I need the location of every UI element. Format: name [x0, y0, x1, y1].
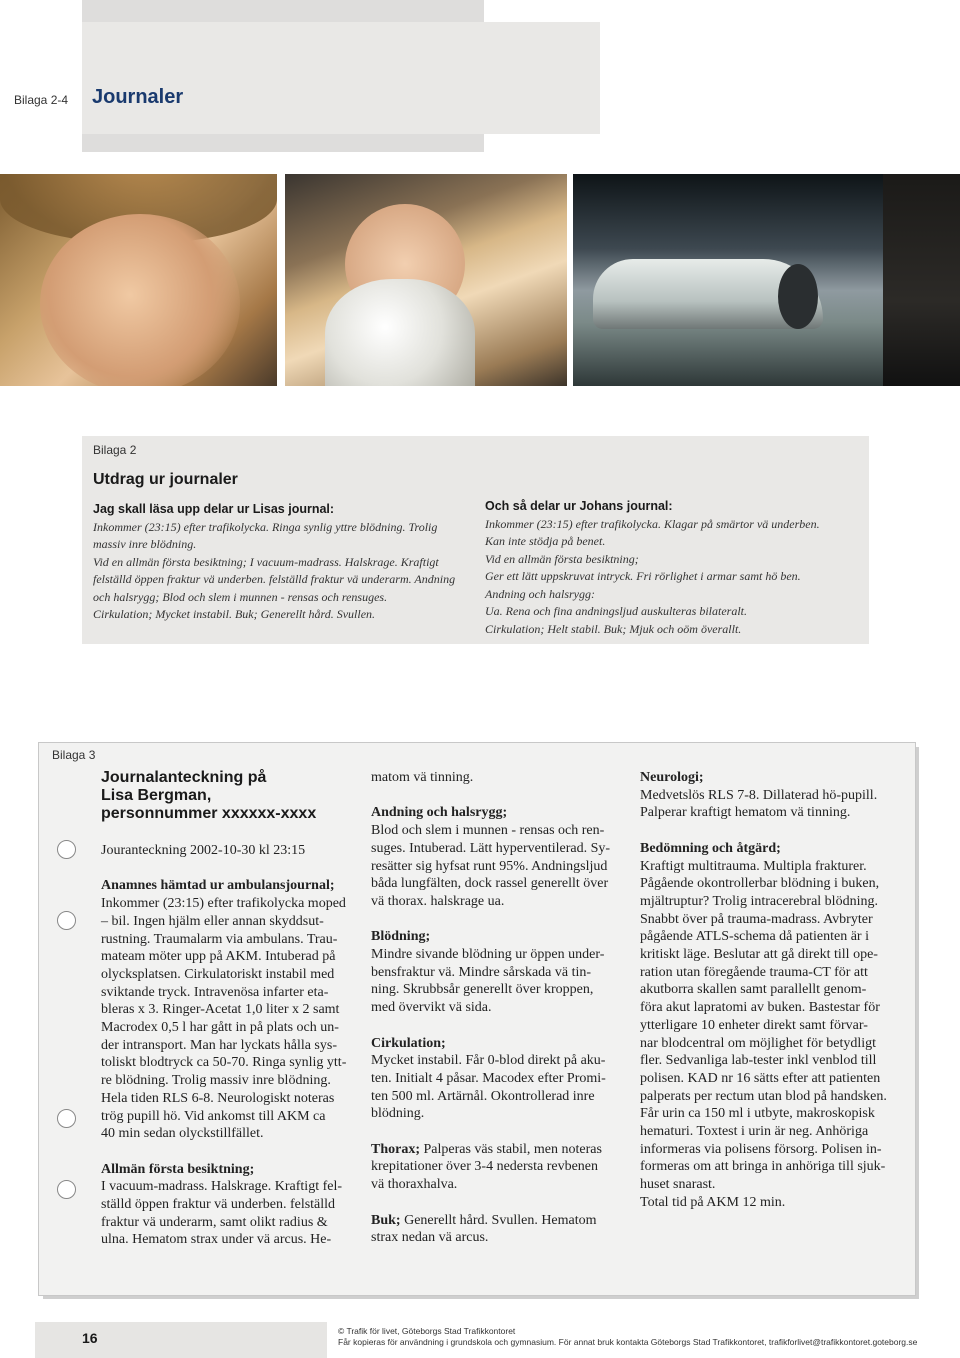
journal-line: ulna. Hematom strax under vä arcus. He- [101, 1232, 332, 1248]
footer-block [35, 1322, 327, 1358]
title-line: Journalanteckning på [101, 769, 267, 786]
journal-line: toliskt blodtryck ca 50-70. Ringa synlig ytt- [101, 1055, 347, 1071]
journal-line: Snabbt över på trauma-madrass. Avbryter [640, 911, 873, 927]
copy-permission-line: Får kopieras för användning i grundskola och gymnasium. För annat bruk kontakta Göteborgs Stad Trafikkontoret, trafikforlivet@trafikkontoret.goteborg.se [338, 1337, 918, 1347]
journal-line: 40 min sedan olyckstillfället. [101, 1126, 264, 1142]
header-title-block [82, 22, 600, 134]
journal-line: Inkommer (23:15) efter trafikolycka moped [101, 896, 346, 912]
journal-line: palperats per rectum utan blod på handsken. [640, 1088, 887, 1104]
journal-line: I vacuum-madrass. Halskrage. Kraftigt fel- [101, 1179, 343, 1195]
johan-journal-heading: Och så delar ur Johans journal: [485, 499, 673, 513]
journal-line: Hela tiden RLS 6-8. Neurologiskt noteras [101, 1090, 335, 1106]
binder-hole [57, 911, 76, 930]
journal-line: mateam möter upp på AKM. Intuberad på [101, 949, 336, 965]
journal-line: vä thorax. halskrage ua. [371, 893, 505, 909]
journal-line: vä thoraxhalva. [371, 1177, 458, 1193]
journal-line: Macrodex 0,5 l har gått in på plats och un- [101, 1020, 339, 1036]
section-heading: Cirkulation; [371, 1035, 446, 1051]
inline-heading: Thorax; [371, 1141, 420, 1157]
journal-line: föra akut lapratomi av buken. Bastestar för [640, 1000, 880, 1016]
page-number: 16 [82, 1330, 98, 1346]
paragraph-gap [101, 1143, 353, 1161]
journal-line [371, 1212, 623, 1230]
journal-line: pågående ATLS-schema då patienten är i [640, 929, 869, 945]
journal-line: Palperar kraftigt hematom vä tinning. [640, 805, 851, 821]
paragraph-gap [371, 1123, 623, 1141]
journal-line: Vid en allmän första besiktning; I vacuum-madrass. Halskrage. Kraftigt [93, 554, 439, 569]
journal-line: huset snarast. [640, 1177, 716, 1193]
paragraph-gap [640, 822, 892, 840]
mitten-shape [325, 279, 475, 386]
journal-line: fler. Sedvanliga lab-tester inkl venblod till [640, 1053, 877, 1069]
journal-line: båda lungfälten, dock rassel generellt över [371, 876, 609, 892]
journal-line: kritiskt läge. Beslutar att gå direkt till ope- [640, 947, 878, 963]
journal-column-3 [640, 769, 892, 1212]
binder-hole [57, 1109, 76, 1128]
section-heading: Neurologi; [640, 770, 704, 785]
journal-line: Pågående okontrollerbar blödning i buken, [640, 876, 880, 892]
journal-line: med övervikt vä sida. [371, 1000, 492, 1016]
journal-line: Medvetslös RLS 7-8. Dillaterad hö-pupill. [640, 787, 878, 803]
journal-line: ten 500 ml. Artärnål. Okontrollerad inre [371, 1088, 595, 1104]
journal-line: massiv inre blödning. [93, 537, 197, 551]
journal-line: ställd öppen fraktur vä underben. felställd [101, 1197, 336, 1213]
journal-line: krepitationer över 3-4 nedersta revbenen [371, 1159, 599, 1175]
section-heading: Bedömning och åtgärd; [640, 840, 781, 856]
inline-heading: Buk; [371, 1212, 401, 1228]
title-line: Lisa Bergman, [101, 787, 212, 804]
bilaga2-title: Utdrag ur journaler [93, 471, 238, 488]
journal-line: re blödning. Trolig massiv inre blödning. [101, 1073, 331, 1089]
journal-line: fraktur vä underarm, samt olikt radius & [101, 1214, 328, 1230]
journal-line [371, 1141, 623, 1159]
journal-line: resätter sig hyfsat runt 95%. Andningsljud [371, 858, 608, 874]
journal-line: ytterligare 10 enheter direkt samt förvar- [640, 1017, 868, 1033]
journal-line: hematuri. Toxtest i urin är neg. Anhöriga [640, 1124, 869, 1140]
journal-line: mjältruptur? Trolig intracerebral blödning. [640, 893, 878, 909]
section-heading: Anamnes hämtad ur ambulansjournal; [101, 878, 335, 894]
section-heading: Blödning; [371, 929, 431, 945]
journal-line: Får urin ca 150 ml i utbyte, makroskopisk [640, 1106, 875, 1122]
journal-line: Ger ett lätt uppskruvat intryck. Fri rörlighet i armar samt hö ben. [485, 569, 801, 583]
paragraph-gap [371, 1194, 623, 1212]
journal-line: Mindre sivande blödning ur öppen under- [371, 947, 605, 962]
paragraph-gap [371, 787, 623, 805]
journal-line: akutborra skallen samt parallellt genom- [640, 982, 867, 998]
journal-line: rustning. Traumalarm via ambulans. Trau- [101, 931, 338, 947]
title-line: personnummer xxxxxx-xxxx [101, 805, 317, 822]
journal-line: felställd öppen fraktur vä underben. felställd fraktur vä underarm. Andning [93, 572, 456, 586]
journal-line: Inkommer (23:15) efter trafikolycka. Klagar på smärtor vä underben. [485, 516, 820, 531]
journal-line: Cirkulation; Mycket instabil. Buk; Generellt hård. Svullen. [93, 607, 376, 621]
photo-cars-in-motion [573, 174, 960, 386]
journal-line: Kraftigt multitrauma. Multipla frakturer. [640, 858, 867, 874]
journal-line: Blod och slem i munnen - rensas och ren- [371, 823, 605, 839]
journal-line: olycksplatsen. Cirkulatoriskt instabil med [101, 966, 335, 982]
journal-line: Andning och halsrygg: [485, 586, 595, 601]
journal-line: Cirkulation; Helt stabil. Buk; Mjuk och oöm överallt. [485, 621, 742, 636]
journal-line: bensfraktur vä. Mindre sårskada vä tin- [371, 964, 592, 980]
lisa-journal-excerpt [93, 501, 473, 624]
journal-line: Kan inte stödja på benet. [485, 534, 606, 548]
journal-line: polisen. KAD nr 16 sätts efter att patienten [640, 1070, 881, 1086]
copyright-line: © Trafik för livet, Göteborgs Stad Trafikkontoret [338, 1326, 516, 1336]
journal-line: Inkommer (23:15) efter trafikolycka. Ringa synlig yttre blödning. Trolig [93, 519, 438, 534]
journal-line: sviktande tryck. Intravenösa infarter eta- [101, 984, 329, 1000]
journal-line: suges. Intuberad. Lätt hyperventilerad. Sy- [371, 840, 611, 856]
journal-line: Ua. Rena och fina andningsljud auskulteras bilateralt. [485, 604, 747, 618]
mirror-shape [778, 264, 818, 329]
bilaga3-title [101, 769, 351, 823]
photo-young-man-smiling [0, 174, 277, 386]
johan-journal-excerpt [485, 498, 863, 638]
binder-hole [57, 1180, 76, 1199]
journal-line: ration utan föregående trauma-CT för att [640, 964, 868, 980]
journal-line: informeras via polisens försorg. Polisen in- [640, 1141, 882, 1157]
journal-line: och halsrygg; Blod och slem i munnen - rensas och rensuges. [93, 589, 388, 604]
journal-line: formeras om att bringa in anhöriga till sjuk- [640, 1159, 886, 1175]
face-shape [40, 214, 240, 386]
paragraph-gap [101, 860, 353, 878]
paragraph-gap [371, 1017, 623, 1035]
lisa-journal-heading: Jag skall läsa upp delar ur Lisas journal: [93, 502, 335, 516]
journal-line: ning. Skrubbsår generellt över kroppen, [371, 982, 594, 998]
section-heading: Allmän första besiktning; [101, 1161, 255, 1177]
section-heading: Andning och halsrygg; [371, 805, 508, 821]
journal-line: Total tid på AKM 12 min. [640, 1194, 786, 1210]
journal-line: blödning. [371, 1106, 425, 1122]
bilaga2-label: Bilaga 2 [93, 443, 137, 457]
journal-text: Palperas väs stabil, men noteras [420, 1141, 602, 1157]
journal-line: – bil. Ingen hjälm eller annan skyddsut- [101, 913, 324, 929]
photo-woman-with-mittens [285, 174, 567, 386]
journal-line: Jouranteckning 2002-10-30 kl 23:15 [101, 843, 306, 858]
page-title: Journaler [92, 86, 184, 108]
journal-column-2 [371, 769, 623, 1247]
journal-text: Generellt hård. Svullen. Hematom [400, 1212, 597, 1228]
journal-line: strax nedan vä arcus. [371, 1230, 489, 1246]
binder-hole [57, 840, 76, 859]
journal-line: bleras x 3. Ringer-Acetat 1,0 liter x 2 samt [101, 1002, 340, 1018]
journal-line: trög pupill hö. Vid ankomst till AKM ca [101, 1108, 326, 1124]
journal-line: der intransport. Man har lyckats hålla sys- [101, 1037, 337, 1053]
bilaga3-label: Bilaga 3 [52, 748, 96, 762]
journal-column-1 [101, 842, 353, 1249]
journal-line: matom vä tinning. [371, 770, 474, 785]
journal-line: nar blodcentral om möjlighet för betydligt [640, 1035, 876, 1051]
journal-line: Mycket instabil. Får 0-blod direkt på aku- [371, 1053, 606, 1069]
person-shape [883, 174, 960, 386]
journal-line: Vid en allmän första besiktning; [485, 551, 639, 566]
header-label: Bilaga 2-4 [14, 93, 69, 107]
journal-line: ten. Initialt 4 påsar. Macodex efter Promi- [371, 1070, 606, 1086]
paragraph-gap [371, 911, 623, 929]
